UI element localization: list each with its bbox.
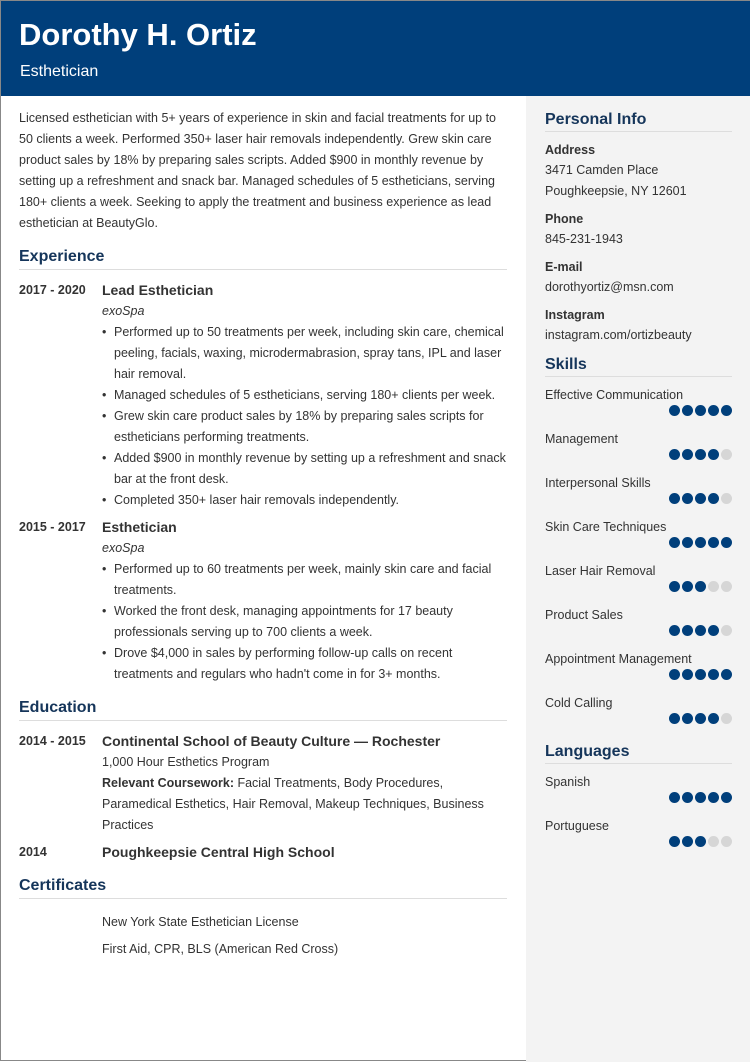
- skill-item: [545, 605, 732, 645]
- job-dates: 2017 - 2020: [19, 283, 86, 297]
- job-bullets: [102, 322, 507, 511]
- job-bullet: • Managed schedules of 5 estheticians, serving 180+ clients per week.: [102, 385, 507, 406]
- instagram-label: Instagram: [545, 308, 605, 322]
- rating-dot: [708, 581, 719, 592]
- education-dates: 2014 - 2015: [19, 734, 86, 748]
- rating-dots: [545, 625, 732, 645]
- languages-list: [545, 772, 732, 856]
- rating-dot: [721, 792, 732, 803]
- skill-item: [545, 561, 732, 601]
- school-name: Poughkeepsie Central High School: [102, 844, 335, 860]
- job-bullet: • Performed up to 60 treatments per week, mainly skin care and facial treatments.: [102, 559, 507, 601]
- rating-dots: [545, 792, 732, 812]
- rating-dot: [669, 581, 680, 592]
- rating-dot: [669, 405, 680, 416]
- instagram-value[interactable]: instagram.com/ortizbeauty: [545, 328, 692, 342]
- email-label: E-mail: [545, 260, 583, 274]
- rating-dot: [721, 493, 732, 504]
- job-bullet: • Performed up to 50 treatments per week, including skin care, chemical peeling, facials, waxing, microdermabrasion, spray tans, IPL and laser hair removal.: [102, 322, 507, 385]
- job-bullet: • Completed 350+ laser hair removals independently.: [102, 490, 507, 511]
- rating-dot: [721, 669, 732, 680]
- skill-name: Skin Care Techniques: [545, 520, 667, 534]
- address-line-2: Poughkeepsie, NY 12601: [545, 184, 687, 198]
- skill-name: Interpersonal Skills: [545, 476, 651, 490]
- skills-heading: Skills: [545, 356, 732, 377]
- experience-entry: [19, 517, 507, 685]
- skill-item: [545, 693, 732, 733]
- rating-dot: [682, 449, 693, 460]
- rating-dot: [721, 405, 732, 416]
- experience-entry: [19, 280, 507, 511]
- languages-heading: Languages: [545, 743, 732, 764]
- certificates-heading: Certificates: [19, 875, 507, 899]
- rating-dot: [721, 537, 732, 548]
- rating-dot: [708, 405, 719, 416]
- candidate-title: Esthetician: [20, 63, 99, 80]
- language-item: [545, 772, 732, 812]
- rating-dot: [708, 493, 719, 504]
- rating-dot: [695, 449, 706, 460]
- rating-dot: [721, 713, 732, 724]
- rating-dot: [721, 449, 732, 460]
- rating-dot: [669, 493, 680, 504]
- skill-item: [545, 429, 732, 469]
- rating-dot: [682, 669, 693, 680]
- phone-value: 845-231-1943: [545, 232, 623, 246]
- rating-dot: [669, 713, 680, 724]
- coursework-label: Relevant Coursework:: [102, 776, 234, 790]
- rating-dot: [682, 493, 693, 504]
- rating-dot: [695, 836, 706, 847]
- rating-dot: [708, 625, 719, 636]
- job-role: Esthetician: [102, 519, 177, 535]
- rating-dots: [545, 581, 732, 601]
- program: 1,000 Hour Esthetics Program: [102, 755, 270, 769]
- job-bullets: [102, 559, 507, 685]
- rating-dot: [682, 581, 693, 592]
- rating-dot: [721, 581, 732, 592]
- job-company: exoSpa: [102, 541, 145, 555]
- education-heading: Education: [19, 697, 507, 721]
- job-body: [102, 517, 507, 685]
- experience-list: [19, 280, 507, 685]
- rating-dot: [708, 792, 719, 803]
- education-entry: [19, 842, 507, 863]
- language-name: Spanish: [545, 775, 591, 789]
- certificate-item: First Aid, CPR, BLS (American Red Cross): [102, 942, 339, 956]
- rating-dot: [682, 713, 693, 724]
- rating-dots: [545, 713, 732, 733]
- certificate-item: New York State Esthetician License: [102, 915, 299, 929]
- skill-item: [545, 385, 732, 425]
- skill-item: [545, 473, 732, 513]
- rating-dot: [695, 792, 706, 803]
- job-company: exoSpa: [102, 304, 145, 318]
- rating-dot: [682, 836, 693, 847]
- language-item: [545, 816, 732, 856]
- resume-header: [1, 1, 750, 96]
- rating-dot: [669, 449, 680, 460]
- rating-dot: [708, 713, 719, 724]
- rating-dots: [545, 836, 732, 856]
- rating-dot: [695, 493, 706, 504]
- rating-dot: [721, 625, 732, 636]
- email-value[interactable]: dorothyortiz@msn.com: [545, 280, 674, 294]
- rating-dot: [669, 625, 680, 636]
- skill-name: Appointment Management: [545, 652, 692, 666]
- job-role: Lead Esthetician: [102, 282, 214, 298]
- rating-dot: [669, 537, 680, 548]
- job-bullet: • Worked the front desk, managing appointments for 17 beauty professionals serving up to 700 clients a week.: [102, 601, 507, 643]
- candidate-name: Dorothy H. Ortiz: [19, 17, 257, 52]
- address-line-1: 3471 Camden Place: [545, 163, 659, 177]
- rating-dot: [682, 537, 693, 548]
- rating-dot: [682, 792, 693, 803]
- language-name: Portuguese: [545, 819, 609, 833]
- phone-label: Phone: [545, 212, 584, 226]
- rating-dot: [695, 405, 706, 416]
- coursework: [102, 773, 507, 836]
- summary: Licensed esthetician with 5+ years of experience in skin and facial treatments for up to 50 clients a week. Performed 350+ laser hair removals independently. Grew skin care product sales by 18% by preparing sales scripts. Added $900 in monthly revenue by setting up a refreshment and snack bar. Managed schedules of 5 estheticians, serving 180+ clients a week. Seeking to apply the treatment and business experience as lead esthetician at BeautyGlo.: [19, 111, 497, 230]
- skill-name: Management: [545, 432, 618, 446]
- education-entry: [19, 731, 507, 836]
- rating-dot: [669, 669, 680, 680]
- coursework-list: Facial Treatments, Body Procedures, Paramedical Esthetics, Hair Removal, Makeup Techniques, Business Practices: [102, 776, 484, 832]
- rating-dots: [545, 405, 732, 425]
- rating-dots: [545, 669, 732, 689]
- rating-dot: [708, 836, 719, 847]
- skill-name: Cold Calling: [545, 696, 613, 710]
- rating-dot: [695, 537, 706, 548]
- experience-heading: Experience: [19, 246, 507, 270]
- rating-dot: [669, 792, 680, 803]
- main-column: [19, 108, 507, 963]
- job-bullet: • Drove $4,000 in sales by performing follow-up calls on recent treatments and regulars who hadn't come in for 3+ months.: [102, 643, 507, 685]
- sidebar: [526, 96, 750, 1062]
- rating-dot: [695, 669, 706, 680]
- job-bullet: • Added $900 in monthly revenue by setting up a refreshment and snack bar at the front desk.: [102, 448, 507, 490]
- rating-dot: [708, 537, 719, 548]
- job-body: [102, 280, 507, 511]
- rating-dots: [545, 537, 732, 557]
- rating-dot: [682, 625, 693, 636]
- rating-dot: [695, 625, 706, 636]
- skill-item: [545, 649, 732, 689]
- rating-dot: [682, 405, 693, 416]
- rating-dot: [669, 836, 680, 847]
- rating-dots: [545, 449, 732, 469]
- skill-item: [545, 517, 732, 557]
- rating-dot: [708, 449, 719, 460]
- school-name: Continental School of Beauty Culture — Rochester: [102, 733, 441, 749]
- job-dates: 2015 - 2017: [19, 520, 86, 534]
- job-bullet: • Grew skin care product sales by 18% by preparing sales scripts for estheticians performing treatments.: [102, 406, 507, 448]
- skill-name: Product Sales: [545, 608, 623, 622]
- personal-info-heading: Personal Info: [545, 111, 732, 132]
- skills-list: [545, 385, 732, 733]
- education-dates: 2014: [19, 845, 47, 859]
- skill-name: Effective Communication: [545, 388, 684, 402]
- rating-dot: [708, 669, 719, 680]
- rating-dot: [695, 713, 706, 724]
- rating-dot: [721, 836, 732, 847]
- rating-dots: [545, 493, 732, 513]
- address-label: Address: [545, 143, 596, 157]
- skill-name: Laser Hair Removal: [545, 564, 656, 578]
- rating-dot: [695, 581, 706, 592]
